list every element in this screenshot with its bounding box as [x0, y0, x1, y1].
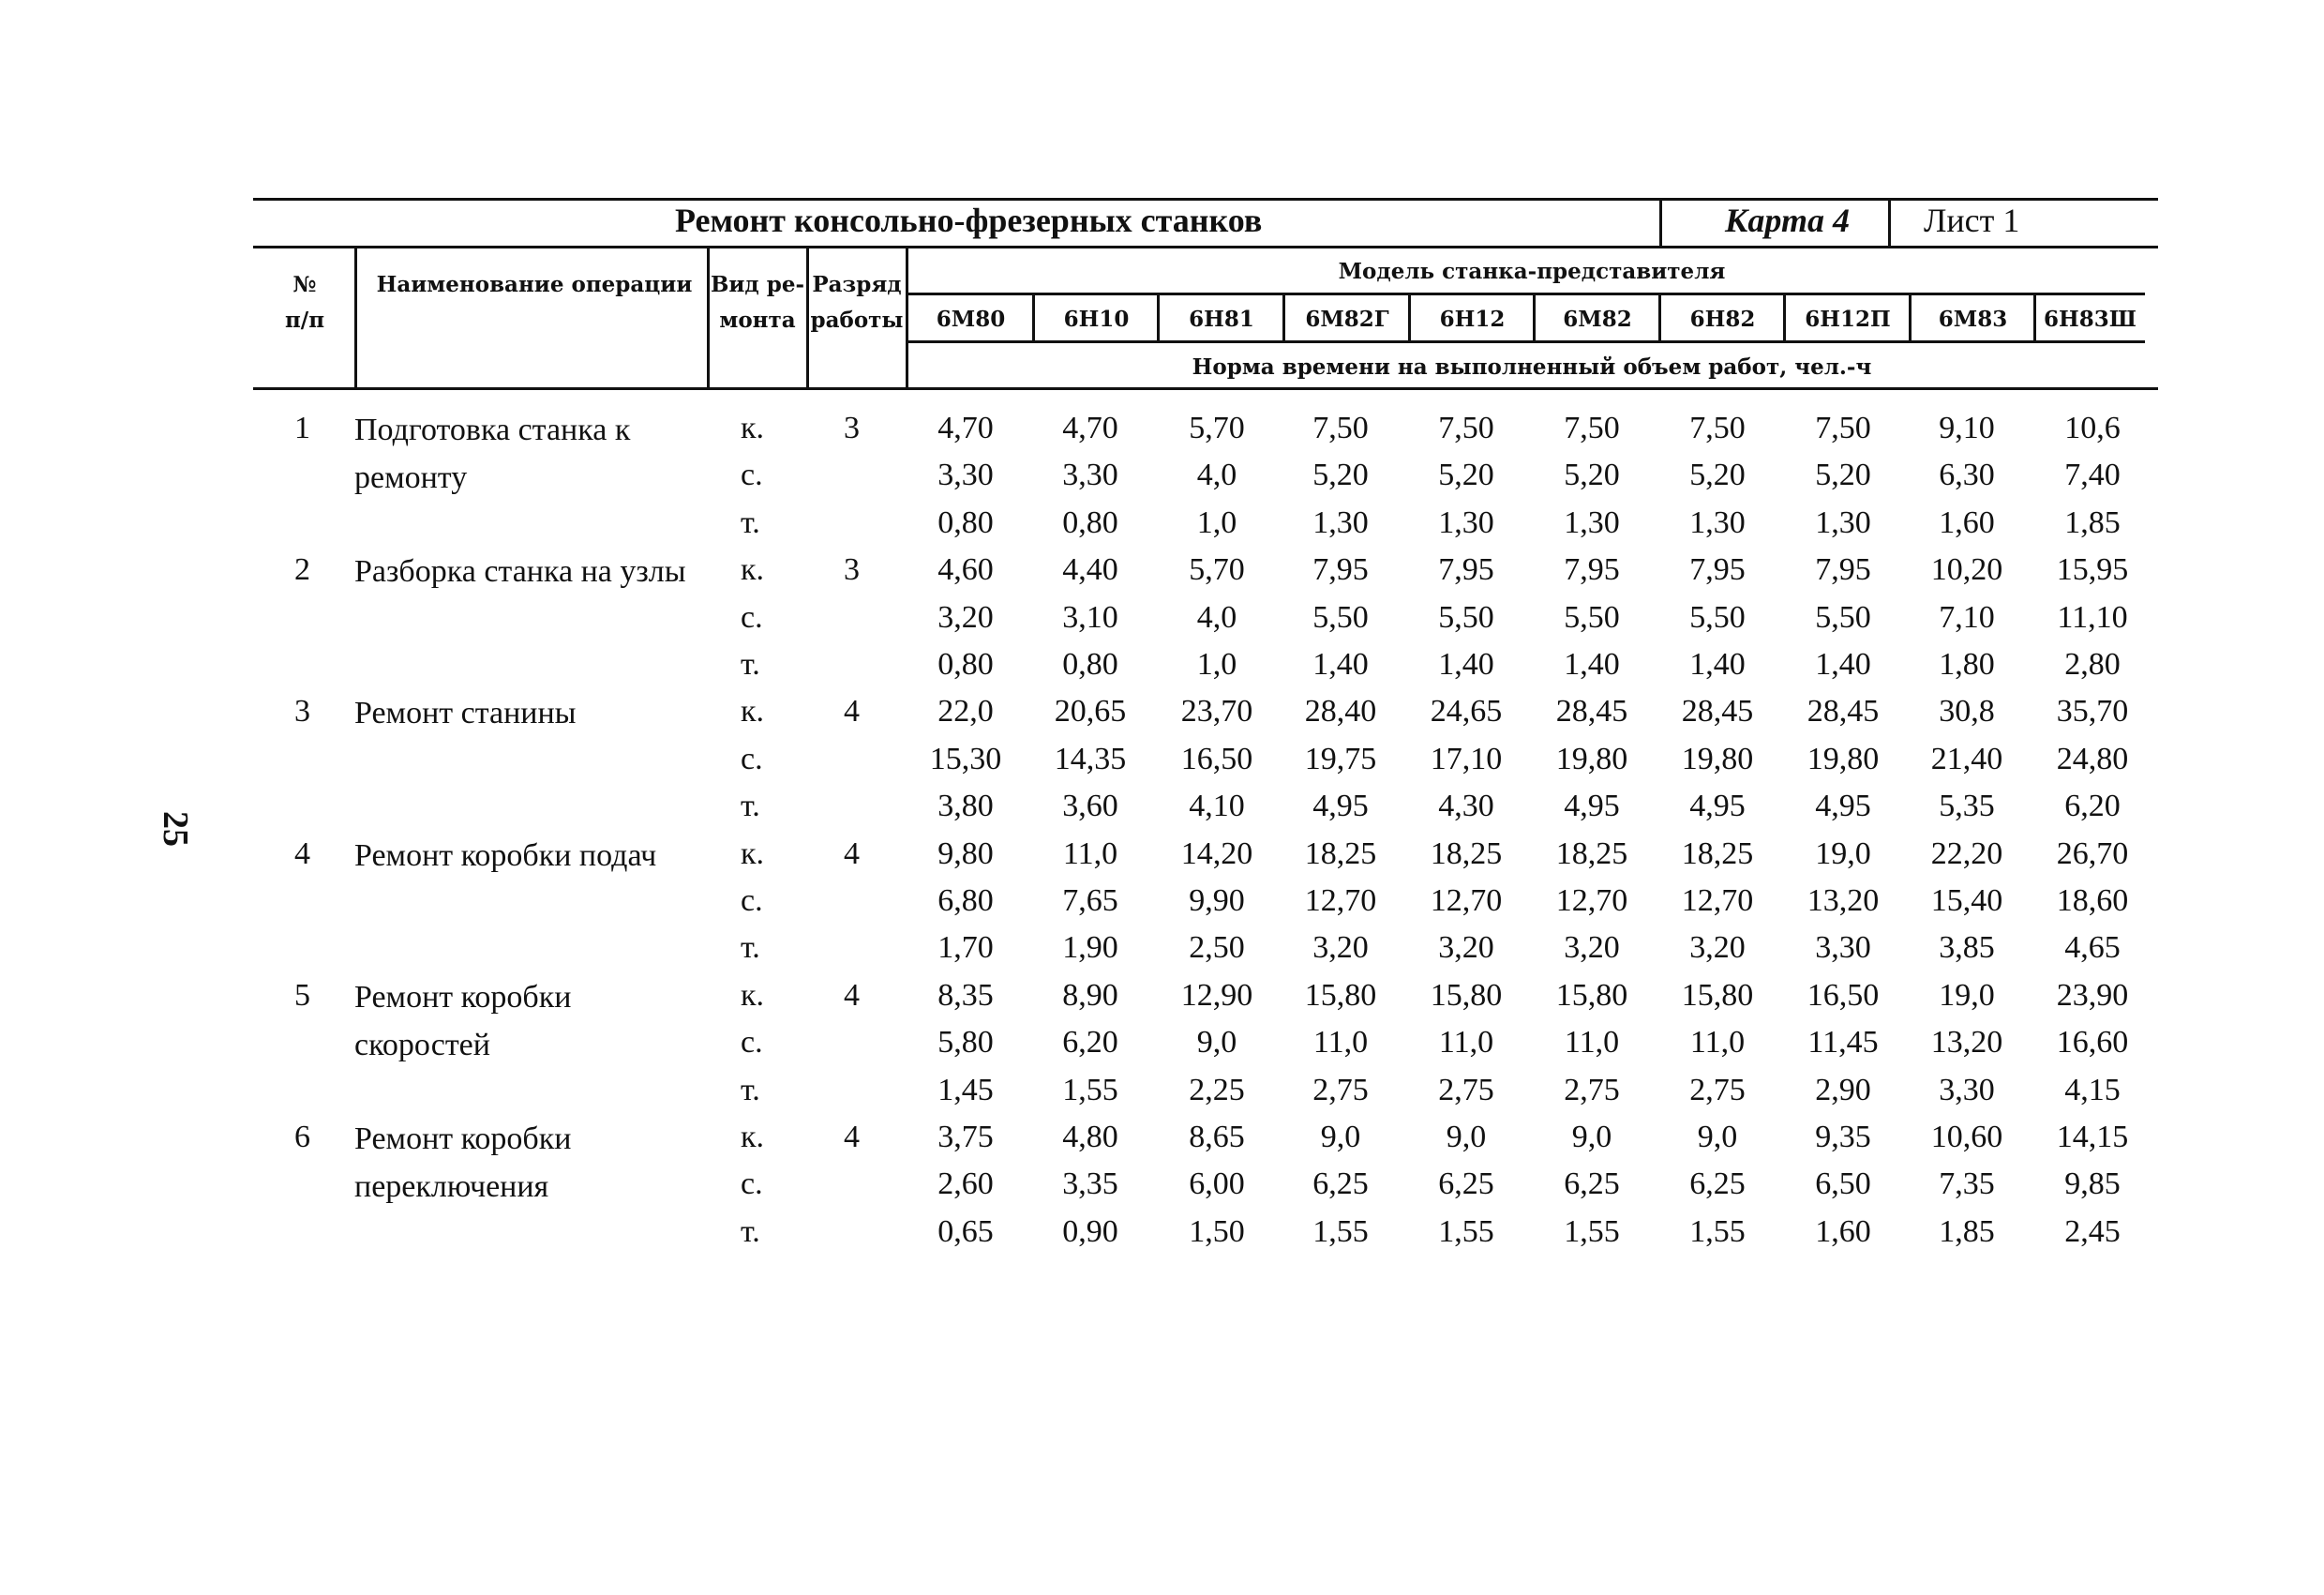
- norm-value: 12,90: [1180, 977, 1253, 1013]
- norm-value: 16,50: [1180, 741, 1253, 776]
- row-number: 4: [294, 835, 310, 871]
- norm-value: 4,70: [1062, 411, 1118, 445]
- norm-value: 1,0: [1196, 504, 1237, 540]
- repair-type: с.: [741, 599, 763, 635]
- norm-value: 4,95: [1564, 789, 1620, 824]
- norm-value: 1,55: [1438, 1213, 1494, 1249]
- norm-value: 18,25: [1681, 835, 1754, 871]
- header-work-grade-line1: Разряд: [812, 272, 902, 297]
- norm-value: 4,95: [1312, 789, 1369, 824]
- norm-value: 9,35: [1815, 1120, 1871, 1154]
- row-number: 6: [294, 1120, 310, 1154]
- norm-value: 4,40: [1062, 552, 1118, 588]
- norm-value: 26,70: [2056, 835, 2129, 871]
- norm-value: 3,20: [1438, 930, 1494, 966]
- header-num-line2: п/п: [284, 308, 325, 333]
- repair-type: к.: [741, 1120, 765, 1154]
- norm-value: 6,00: [1189, 1166, 1245, 1202]
- model-row-line: [906, 340, 2145, 343]
- norm-value: 7,50: [1689, 411, 1746, 445]
- norm-value: 2,75: [1438, 1072, 1494, 1107]
- norm-value: 5,50: [1312, 599, 1369, 635]
- norm-value: 2,80: [2064, 647, 2121, 682]
- norm-value: 7,50: [1438, 411, 1494, 445]
- norm-value: 9,0: [1571, 1120, 1612, 1154]
- norm-value: 1,85: [2064, 504, 2121, 540]
- norm-value: 12,70: [1304, 883, 1377, 918]
- norm-value: 17,10: [1430, 741, 1503, 776]
- norm-value: 19,80: [1555, 741, 1628, 776]
- norm-value: 1,55: [1062, 1072, 1118, 1107]
- norm-value: 2,25: [1189, 1072, 1245, 1107]
- norm-value: 4,30: [1438, 789, 1494, 824]
- norm-value: 15,40: [1930, 883, 2003, 918]
- norm-value: 9,0: [1196, 1025, 1237, 1061]
- repair-type: к.: [741, 552, 765, 588]
- norm-value: 3,30: [1939, 1072, 1995, 1107]
- norm-value: 6,50: [1815, 1166, 1871, 1202]
- norm-value: 15,30: [929, 741, 1002, 776]
- model-header: 6Н10: [1063, 307, 1130, 332]
- norm-value: 16,60: [2056, 1025, 2129, 1061]
- norm-value: 7,95: [1815, 552, 1871, 588]
- norm-value: 14,35: [1054, 741, 1127, 776]
- norm-value: 1,30: [1438, 504, 1494, 540]
- norm-value: 1,30: [1815, 504, 1871, 540]
- norm-value: 12,70: [1430, 883, 1503, 918]
- norm-value: 4,80: [1062, 1120, 1118, 1154]
- norm-value: 0,65: [937, 1213, 994, 1249]
- norm-value: 1,60: [1939, 504, 1995, 540]
- norm-value: 1,40: [1438, 647, 1494, 682]
- page-title: Ремонт консольно-фрезерных станков: [675, 202, 1263, 239]
- norm-value: 1,40: [1564, 647, 1620, 682]
- norm-value: 28,40: [1304, 694, 1377, 730]
- norm-value: 7,50: [1815, 411, 1871, 445]
- norm-value: 3,20: [1564, 930, 1620, 966]
- repair-type: т.: [741, 1072, 760, 1107]
- header-norm-label: Норма времени на выполненный объем работ, чел.-ч: [1192, 354, 1872, 380]
- norm-value: 2,90: [1815, 1072, 1871, 1107]
- norm-value: 9,85: [2064, 1166, 2121, 1202]
- norm-value: 5,50: [1689, 599, 1746, 635]
- norm-value: 1,30: [1312, 504, 1369, 540]
- norm-value: 3,30: [1062, 458, 1118, 493]
- norm-value: 11,0: [1062, 835, 1118, 871]
- norm-value: 3,10: [1062, 599, 1118, 635]
- repair-type: т.: [741, 789, 760, 824]
- norm-value: 15,80: [1555, 977, 1628, 1013]
- norm-value: 7,10: [1939, 599, 1995, 635]
- norm-value: 10,20: [1930, 552, 2003, 588]
- header-repair-type-line1: Вид ре-: [710, 272, 805, 297]
- norm-value: 7,40: [2064, 458, 2121, 493]
- norm-value: 4,95: [1689, 789, 1746, 824]
- norm-value: 6,80: [937, 883, 994, 918]
- norm-value: 19,75: [1304, 741, 1377, 776]
- norm-value: 28,45: [1807, 694, 1880, 730]
- norm-value: 1,55: [1564, 1213, 1620, 1249]
- norm-value: 19,0: [1815, 835, 1871, 871]
- norm-value: 7,65: [1062, 883, 1118, 918]
- work-grade: 3: [844, 552, 860, 588]
- header-work-grade-line2: работы: [810, 308, 904, 333]
- norm-value: 13,20: [1807, 883, 1880, 918]
- norm-value: 9,0: [1446, 1120, 1487, 1154]
- norm-value: 13,20: [1930, 1025, 2003, 1061]
- norm-value: 5,35: [1939, 789, 1995, 824]
- norm-value: 1,90: [1062, 930, 1118, 966]
- norm-value: 3,75: [937, 1120, 994, 1154]
- norm-value: 1,40: [1815, 647, 1871, 682]
- repair-type: т.: [741, 647, 760, 682]
- model-header: 6М80: [936, 307, 1006, 332]
- norm-value: 0,80: [1062, 504, 1118, 540]
- norm-value: 23,90: [2056, 977, 2129, 1013]
- norm-value: 3,80: [937, 789, 994, 824]
- repair-type: к.: [741, 977, 765, 1013]
- norm-value: 9,80: [937, 835, 994, 871]
- norm-value: 11,10: [2057, 599, 2128, 635]
- title-bottom-border: [253, 246, 2158, 248]
- norm-value: 5,20: [1689, 458, 1746, 493]
- norm-value: 7,95: [1689, 552, 1746, 588]
- card-label: Карта 4: [1725, 202, 1850, 239]
- norm-value: 1,45: [937, 1072, 994, 1107]
- model-group-line: [906, 293, 2145, 295]
- norm-value: 23,70: [1180, 694, 1253, 730]
- norm-value: 0,80: [1062, 647, 1118, 682]
- norm-value: 10,6: [2064, 411, 2121, 445]
- norm-value: 19,80: [1681, 741, 1754, 776]
- norm-value: 18,25: [1304, 835, 1377, 871]
- norm-value: 0,80: [937, 647, 994, 682]
- norm-value: 14,15: [2056, 1120, 2129, 1154]
- header-operation: Наименование операции: [376, 272, 693, 297]
- model-divider: [1408, 293, 1411, 340]
- model-divider: [2033, 293, 2036, 340]
- norm-value: 28,45: [1681, 694, 1754, 730]
- model-header: 6Н83Ш: [2044, 307, 2137, 332]
- title-divider-2: [1888, 198, 1891, 247]
- repair-type: т.: [741, 930, 760, 966]
- norm-value: 6,25: [1438, 1166, 1494, 1202]
- norm-value: 5,20: [1438, 458, 1494, 493]
- norm-value: 4,60: [937, 552, 994, 588]
- norm-value: 22,0: [937, 694, 994, 730]
- work-grade: 4: [844, 977, 860, 1013]
- norm-value: 12,70: [1555, 883, 1628, 918]
- norm-value: 18,25: [1430, 835, 1503, 871]
- repair-type: т.: [741, 1213, 760, 1249]
- norm-value: 7,35: [1939, 1166, 1995, 1202]
- model-header: 6Н82: [1689, 307, 1756, 332]
- row-number: 2: [294, 552, 310, 588]
- norm-value: 2,75: [1312, 1072, 1369, 1107]
- operation-name: Подготовка станка к ремонту: [354, 413, 631, 495]
- model-header: 6Н12П: [1805, 307, 1891, 332]
- norm-value: 1,80: [1939, 647, 1995, 682]
- norm-value: 0,80: [937, 504, 994, 540]
- norm-value: 6,20: [2064, 789, 2121, 824]
- norm-value: 6,25: [1312, 1166, 1369, 1202]
- norm-value: 3,20: [1312, 930, 1369, 966]
- norm-value: 20,65: [1054, 694, 1127, 730]
- norm-value: 30,8: [1939, 694, 1995, 730]
- norm-value: 5,50: [1438, 599, 1494, 635]
- norm-value: 5,50: [1815, 599, 1871, 635]
- norm-value: 9,10: [1939, 411, 1995, 445]
- model-header: 6Н81: [1189, 307, 1254, 332]
- norm-value: 4,0: [1196, 458, 1237, 493]
- norm-value: 3,20: [937, 599, 994, 635]
- repair-type: с.: [741, 883, 763, 918]
- operation-name: Ремонт станины: [354, 696, 577, 731]
- norm-value: 11,0: [1564, 1025, 1620, 1061]
- norm-value: 18,25: [1555, 835, 1628, 871]
- norm-value: 1,30: [1689, 504, 1746, 540]
- norm-value: 3,60: [1062, 789, 1118, 824]
- norm-value: 0,90: [1062, 1213, 1118, 1249]
- norm-value: 15,80: [1304, 977, 1377, 1013]
- norm-value: 7,95: [1438, 552, 1494, 588]
- norm-value: 9,0: [1320, 1120, 1361, 1154]
- operation-name: Разборка станка на узлы: [354, 554, 686, 590]
- operation-name: Ремонт коробки скоростей: [354, 979, 572, 1062]
- title-divider-1: [1659, 198, 1662, 247]
- model-divider: [1533, 293, 1536, 340]
- norm-value: 9,0: [1697, 1120, 1738, 1154]
- norm-value: 2,45: [2064, 1213, 2121, 1249]
- model-header: 6Н12: [1439, 307, 1506, 332]
- norm-value: 2,75: [1689, 1072, 1746, 1107]
- model-divider: [1032, 293, 1035, 340]
- model-divider: [1783, 293, 1786, 340]
- norm-value: 4,0: [1196, 599, 1237, 635]
- norm-value: 4,10: [1189, 789, 1245, 824]
- model-header: 6М82: [1563, 307, 1632, 332]
- norm-value: 15,95: [2056, 552, 2129, 588]
- norm-value: 2,60: [937, 1166, 994, 1202]
- work-grade: 4: [844, 1120, 860, 1154]
- norm-value: 7,50: [1564, 411, 1620, 445]
- header-repair-type: [709, 272, 806, 334]
- header-repair-type-line2: монта: [719, 308, 796, 333]
- page-number: 25: [156, 811, 195, 847]
- norm-value: 1,60: [1815, 1213, 1871, 1249]
- norm-value: 5,20: [1312, 458, 1369, 493]
- norm-value: 5,50: [1564, 599, 1620, 635]
- norm-value: 5,80: [937, 1025, 994, 1061]
- repair-type: с.: [741, 1025, 763, 1061]
- norm-value: 8,90: [1062, 977, 1118, 1013]
- norm-value: 19,0: [1939, 977, 1995, 1013]
- norm-value: 14,20: [1180, 835, 1253, 871]
- model-divider: [1282, 293, 1285, 340]
- work-grade: 4: [844, 694, 860, 730]
- model-header: 6М83: [1938, 307, 2008, 332]
- norm-value: 5,20: [1564, 458, 1620, 493]
- header-num: [272, 272, 337, 334]
- row-number: 5: [294, 977, 310, 1013]
- norm-value: 1,0: [1196, 647, 1237, 682]
- norm-value: 3,85: [1939, 930, 1995, 966]
- header-bottom-border: [253, 387, 2158, 390]
- norm-value: 11,0: [1312, 1025, 1369, 1061]
- norm-value: 1,50: [1189, 1213, 1245, 1249]
- repair-type: с.: [741, 458, 763, 493]
- operation-name: Ремонт коробки переключения: [354, 1121, 572, 1204]
- header-num-line1: №: [292, 272, 317, 297]
- norm-value: 5,70: [1189, 411, 1245, 445]
- norm-value: 1,85: [1939, 1213, 1995, 1249]
- norm-value: 4,15: [2064, 1072, 2121, 1107]
- norm-value: 2,50: [1189, 930, 1245, 966]
- norm-value: 1,30: [1564, 504, 1620, 540]
- norm-value: 8,35: [937, 977, 994, 1013]
- repair-type: с.: [741, 1166, 763, 1202]
- sheet-label: Лист 1: [1924, 202, 2020, 239]
- norm-value: 11,0: [1689, 1025, 1746, 1061]
- norm-value: 3,35: [1062, 1166, 1118, 1202]
- norm-value: 24,80: [2056, 741, 2129, 776]
- norm-value: 8,65: [1189, 1120, 1245, 1154]
- norm-value: 4,65: [2064, 930, 2121, 966]
- norm-value: 15,80: [1681, 977, 1754, 1013]
- norm-value: 1,55: [1312, 1213, 1369, 1249]
- norm-value: 5,70: [1189, 552, 1245, 588]
- repair-type: к.: [741, 411, 765, 445]
- norm-value: 7,95: [1312, 552, 1369, 588]
- model-divider: [1909, 293, 1912, 340]
- work-grade: 4: [844, 835, 860, 871]
- norm-value: 6,20: [1062, 1025, 1118, 1061]
- repair-type: к.: [741, 694, 765, 730]
- norm-value: 3,30: [1815, 930, 1871, 966]
- norm-value: 19,80: [1807, 741, 1880, 776]
- repair-type: с.: [741, 741, 763, 776]
- norm-value: 18,60: [2056, 883, 2129, 918]
- norm-value: 4,95: [1815, 789, 1871, 824]
- row-number: 3: [294, 694, 310, 730]
- norm-value: 35,70: [2056, 694, 2129, 730]
- norm-value: 12,70: [1681, 883, 1754, 918]
- header-work-grade: [808, 272, 906, 334]
- norm-value: 3,20: [1689, 930, 1746, 966]
- col-divider-num: [354, 246, 357, 388]
- norm-value: 7,95: [1564, 552, 1620, 588]
- repair-type: т.: [741, 504, 760, 540]
- model-header: 6М82Г: [1305, 307, 1389, 332]
- header-model-group: Модель станка-представителя: [1338, 259, 1726, 284]
- norm-value: 1,55: [1689, 1213, 1746, 1249]
- norm-value: 11,0: [1438, 1025, 1494, 1061]
- norm-value: 1,40: [1689, 647, 1746, 682]
- norm-value: 6,25: [1689, 1166, 1746, 1202]
- norm-value: 7,50: [1312, 411, 1369, 445]
- norm-value: 11,45: [1807, 1025, 1879, 1061]
- norm-value: 5,20: [1815, 458, 1871, 493]
- norm-value: 16,50: [1807, 977, 1880, 1013]
- operation-name: Ремонт коробки подач: [354, 837, 657, 873]
- norm-value: 6,30: [1939, 458, 1995, 493]
- norm-value: 2,75: [1564, 1072, 1620, 1107]
- row-number: 1: [294, 411, 310, 445]
- norm-value: 9,90: [1189, 883, 1245, 918]
- norm-value: 4,70: [937, 411, 994, 445]
- repair-type: к.: [741, 835, 765, 871]
- norm-value: 3,30: [937, 458, 994, 493]
- norm-value: 1,70: [937, 930, 994, 966]
- model-divider: [1157, 293, 1160, 340]
- model-divider: [1658, 293, 1661, 340]
- norm-value: 1,40: [1312, 647, 1369, 682]
- norm-value: 24,65: [1430, 694, 1503, 730]
- norm-value: 10,60: [1930, 1120, 2003, 1154]
- norm-value: 28,45: [1555, 694, 1628, 730]
- norm-value: 15,80: [1430, 977, 1503, 1013]
- norm-value: 6,25: [1564, 1166, 1620, 1202]
- norm-value: 21,40: [1930, 741, 2003, 776]
- work-grade: 3: [844, 411, 860, 445]
- norm-value: 22,20: [1930, 835, 2003, 871]
